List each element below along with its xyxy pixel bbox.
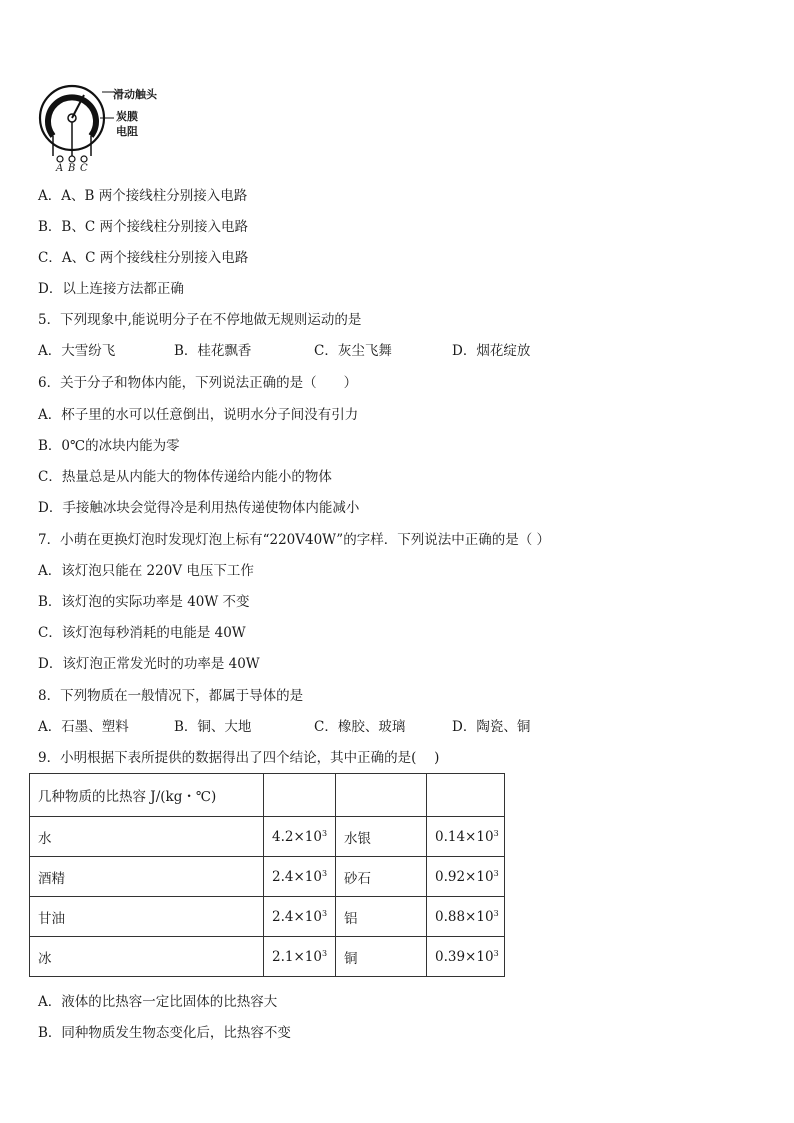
q8-option-b: B．铜、大地 <box>174 719 252 735</box>
q4-option-d: D．以上连接方法都正确 <box>38 281 184 297</box>
q4-option-b: B．B、C 两个接线柱分别接入电路 <box>38 219 248 235</box>
q6-stem: 6．关于分子和物体内能，下列说法正确的是（ ） <box>38 375 358 391</box>
q7-option-d: D．该灯泡正常发光时的功率是 40W <box>38 656 260 672</box>
table-row <box>30 817 505 857</box>
substance-cell: 铝 <box>336 897 427 937</box>
q9-stem: 9．小明根据下表所提供的数据得出了四个结论，其中正确的是( ) <box>38 750 440 766</box>
q7-option-c: C．该灯泡每秒消耗的电能是 40W <box>38 625 246 641</box>
q6-option-d: D．手接触冰块会觉得冷是利用热传递使物体内能减小 <box>38 500 360 516</box>
substance-cell: 砂石 <box>336 857 427 897</box>
q9-option-b: B．同种物质发生物态变化后，比热容不变 <box>38 1025 291 1041</box>
q6-option-c: C．热量总是从内能大的物体传递给内能小的物体 <box>38 469 332 485</box>
label-carbon-film: 炭膜 <box>116 110 138 123</box>
q6-option-a: A．杯子里的水可以任意倒出，说明水分子间没有引力 <box>38 407 359 423</box>
value-cell: $2.4\times 10^3$ <box>264 857 336 897</box>
value-cell: $2.1\times 10^3$ <box>264 937 336 977</box>
q8-stem: 8．下列物质在一般情况下，都属于导体的是 <box>38 688 304 704</box>
value-cell: $0.88\times 10^3$ <box>427 897 505 937</box>
potentiometer-diagram <box>36 84 116 176</box>
q5-option-b: B．桂花飘香 <box>174 343 252 359</box>
q4-option-c: C．A、C 两个接线柱分别接入电路 <box>38 250 249 266</box>
potentiometer-figure <box>36 84 166 176</box>
substance-cell: 铜 <box>336 937 427 977</box>
table-header-cell: 几种物质的比热容 J/(kg・℃) <box>30 774 264 817</box>
q5-option-c: C．灰尘飞舞 <box>314 343 392 359</box>
value-cell: $2.4\times 10^3$ <box>264 897 336 937</box>
q9-option-a: A．液体的比热容一定比固体的比热容大 <box>38 994 278 1010</box>
substance-cell: 冰 <box>30 937 264 977</box>
q4-option-a: A．A、B 两个接线柱分别接入电路 <box>38 188 248 204</box>
q7-option-b: B．该灯泡的实际功率是 40W 不变 <box>38 594 250 610</box>
terminal-a-label: A <box>56 163 64 174</box>
substance-cell: 甘油 <box>30 897 264 937</box>
table-row <box>30 857 505 897</box>
label-sliding-contact: 滑动触头 <box>113 88 157 101</box>
substance-cell: 水银 <box>336 817 427 857</box>
table-header-row <box>30 774 505 817</box>
q7-option-a: A．该灯泡只能在 220V 电压下工作 <box>38 563 254 579</box>
terminal-a-post <box>57 156 63 162</box>
specific-heat-table <box>29 773 505 977</box>
q5-option-a: A．大雪纷飞 <box>38 343 116 359</box>
terminal-b-post <box>69 156 75 162</box>
substance-cell: 水 <box>30 817 264 857</box>
q8-option-a: A．石墨、塑料 <box>38 719 129 735</box>
terminal-c-post <box>81 156 87 162</box>
q8-option-d: D．陶瓷、铜 <box>452 719 531 735</box>
terminal-c-label: C <box>80 163 88 174</box>
terminal-b-label: B <box>68 163 76 174</box>
table-row <box>30 897 505 937</box>
value-cell: $0.39\times 10^3$ <box>427 937 505 977</box>
substance-cell: 酒精 <box>30 857 264 897</box>
q5-stem: 5．下列现象中,能说明分子在不停地做无规则运动的是 <box>38 312 362 328</box>
value-cell: $0.92\times 10^3$ <box>427 857 505 897</box>
table-row <box>30 937 505 977</box>
value-cell: $4.2\times 10^3$ <box>264 817 336 857</box>
q6-option-b: B．0℃的冰块内能为零 <box>38 438 180 454</box>
q5-option-d: D．烟花绽放 <box>452 343 531 359</box>
q7-stem: 7．小萌在更换灯泡时发现灯泡上标有“220V40W”的字样．下列说法中正确的是（ ） <box>38 532 551 548</box>
label-resistor: 电阻 <box>116 125 138 138</box>
value-cell: $0.14\times 10^3$ <box>427 817 505 857</box>
q8-option-c: C．橡胶、玻璃 <box>314 719 406 735</box>
